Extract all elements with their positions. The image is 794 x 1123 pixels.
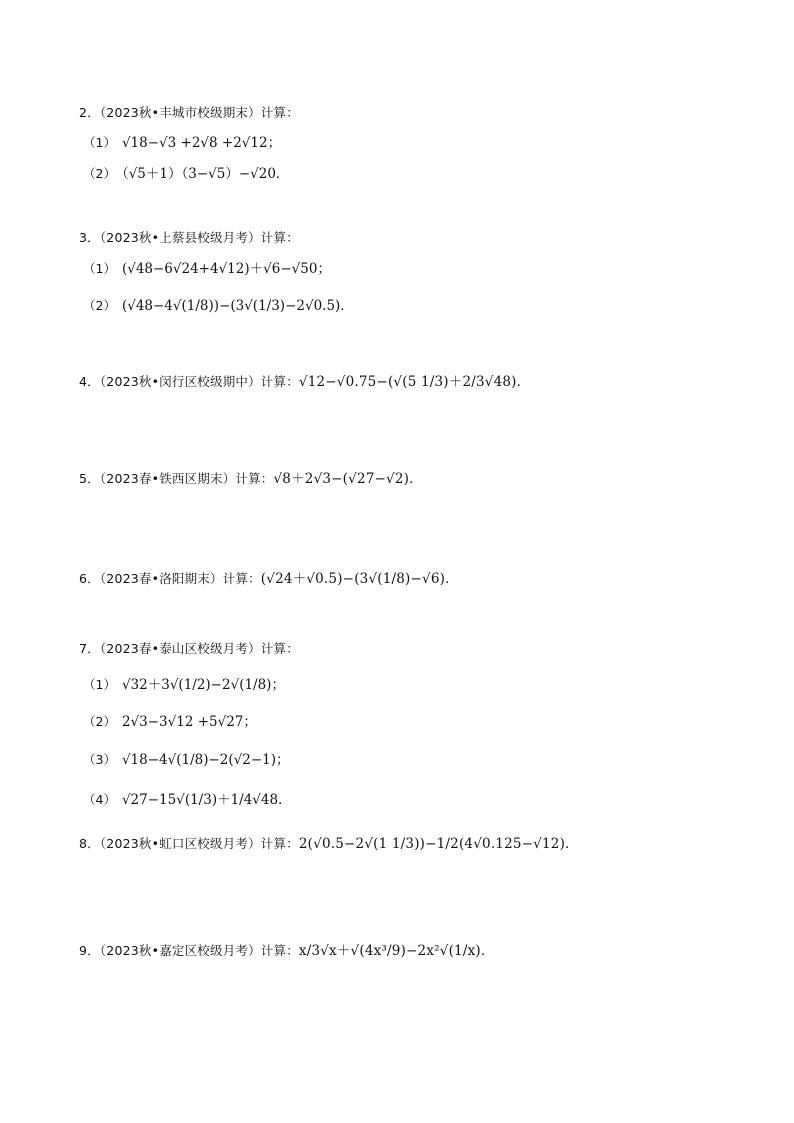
- part-label: （2）: [83, 714, 116, 729]
- problem-3-header: 3．（2023秋•上蔡县校级月考）计算：: [79, 230, 299, 245]
- problem-6-header: 6．（2023春•洛阳期末）计算：: [79, 571, 261, 586]
- problem-7-part-2: [83, 716, 257, 730]
- problem-2-part-2: [83, 168, 289, 182]
- math-expression: （√5＋1）（3−√5）−√20．: [121, 166, 290, 182]
- math-expression: x/3√x＋√(4x³/9)−2x²√(1/x)．: [298, 943, 495, 959]
- problem-5-header: 5．（2023春•铁西区期末）计算：: [79, 471, 274, 486]
- problem-9-header: 9．（2023秋•嘉定区校级月考）计算：: [79, 943, 299, 958]
- part-label: （1）: [83, 677, 116, 692]
- part-label: （2）: [83, 298, 116, 313]
- math-expression: (√48−6√24+4√12)＋√6−√50；: [121, 261, 331, 277]
- problem-2-header: 2．（2023秋•丰城市校级期末）计算：: [79, 105, 299, 120]
- problem-7-header: 7．（2023春•泰山区校级月考）计算：: [79, 641, 299, 656]
- part-label: （3）: [83, 752, 116, 767]
- part-label: （1）: [83, 261, 116, 276]
- math-expression: (√48−4√(1/8))−(3√(1/3)−2√0.5)．: [121, 298, 354, 314]
- part-label: （1）: [83, 135, 116, 150]
- problem-8: [79, 838, 579, 852]
- math-expression: √12−√0.75−(√(5 1/3)＋2/3√48)．: [298, 374, 531, 390]
- problem-3-part-2: [83, 300, 354, 314]
- math-expression: √8＋2√3−(√27−√2)．: [273, 471, 423, 487]
- math-expression: √32＋3√(1/2)−2√(1/8)；: [121, 677, 285, 693]
- problem-8-header: 8．（2023秋•虹口区校级月考）计算：: [79, 836, 299, 851]
- problem-4: [79, 376, 530, 390]
- math-expression: √18−4√(1/8)−2(√2−1)；: [121, 752, 290, 768]
- problem-7-part-3: [83, 754, 290, 768]
- problem-7-part-4: [83, 794, 292, 808]
- problem-9: [79, 945, 495, 959]
- part-label: （4）: [83, 792, 116, 807]
- part-label: （2）: [83, 166, 116, 181]
- problem-7-part-1: [83, 679, 285, 693]
- problem-4-header: 4．（2023秋•闵行区校级期中）计算：: [79, 374, 299, 389]
- problem-3-part-1: [83, 263, 331, 277]
- math-expression: √18−√3 +2√8 +2√12；: [121, 135, 282, 151]
- math-expression: √27−15√(1/3)＋1/4√48．: [121, 792, 292, 808]
- math-expression: (√24＋√0.5)−(3√(1/8)−√6)．: [260, 571, 459, 587]
- problem-2-part-1: [83, 137, 281, 151]
- math-expression: 2(√0.5−2√(1 1/3))−1/2(4√0.125−√12)．: [298, 836, 579, 852]
- problem-6: [79, 573, 459, 587]
- math-expression: 2√3−3√12 +5√27；: [121, 714, 257, 730]
- problem-5: [79, 473, 423, 487]
